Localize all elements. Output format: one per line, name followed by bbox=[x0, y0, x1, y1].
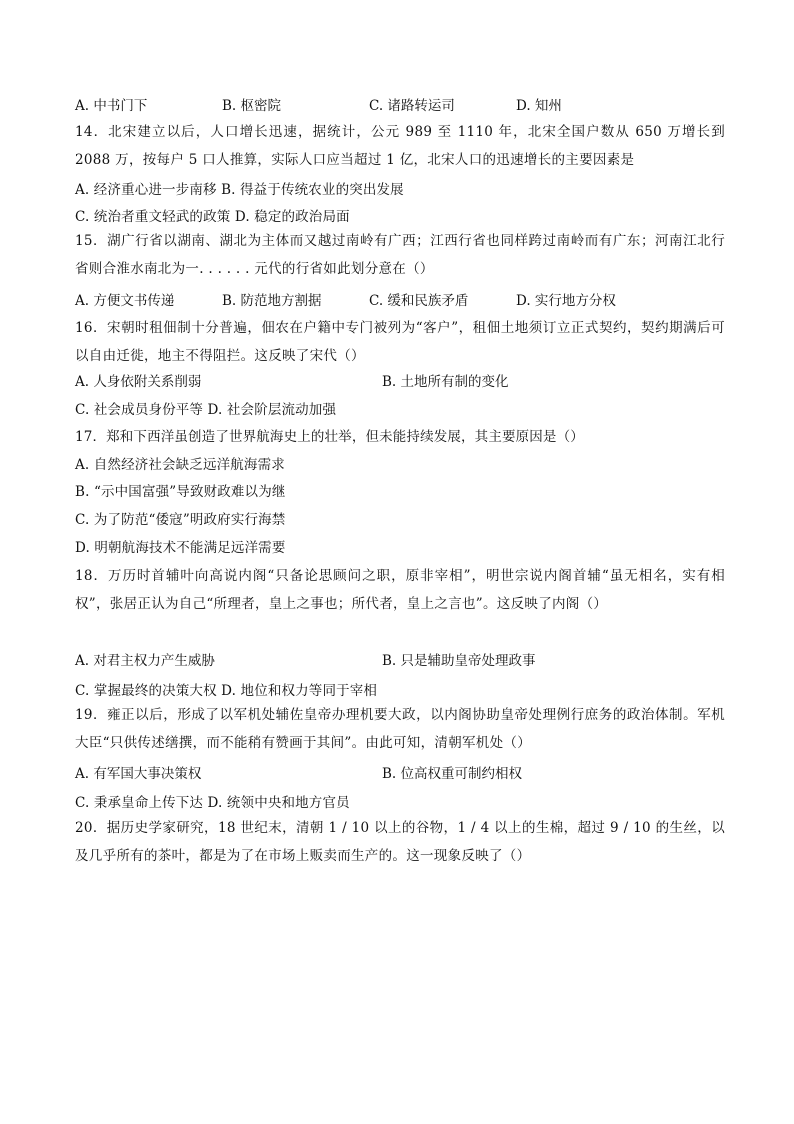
q16-options-cd[interactable]: C. 社会成员身份平等 D. 社会阶层流动加强 bbox=[75, 402, 337, 418]
q14-stem: 14．北宋建立以后，人口增长迅速，据统计，公元 989 至 1110 年，北宋全国户数从 650 万增长到 2088 万，按每户 5 口人推算，实际人口应当超过 1 亿，北宋人口的迅速增长的主要因素是 bbox=[75, 124, 725, 168]
q18-option-b[interactable]: B. 只是辅助皇帝处理政事 bbox=[382, 653, 536, 669]
q14-options-cd[interactable]: C. 统治者重文轻武的政策 D. 稳定的政治局面 bbox=[75, 209, 350, 225]
q20-stem: 20．据历史学家研究，18 世纪末，清朝 1 / 10 以上的谷物，1 / 4 以上的生棉，超过 9 / 10 的生丝，以及几乎所有的茶叶，都是为了在市场上贩卖而生产的。这一现象反映了（） bbox=[75, 820, 725, 864]
q18-option-a[interactable]: A. 对君主权力产生威胁 bbox=[75, 653, 215, 669]
q15-option-b[interactable]: B. 防范地方割据 bbox=[222, 293, 322, 309]
q18-options-cd[interactable]: C. 掌握最终的决策大权 D. 地位和权力等同于宰相 bbox=[75, 683, 378, 699]
q17-option-b[interactable]: B. “示中国富强”导致财政难以为继 bbox=[75, 484, 286, 500]
q17-stem: 17．郑和下西洋虽创造了世界航海史上的壮举，但未能持续发展，其主要原因是（） bbox=[75, 429, 584, 445]
q15-option-a[interactable]: A. 方便文书传递 bbox=[75, 293, 175, 309]
q16-option-b[interactable]: B. 土地所有制的变化 bbox=[382, 374, 509, 390]
q17-option-d[interactable]: D. 明朝航海技术不能满足远洋需要 bbox=[75, 540, 286, 556]
q18-stem: 18．万历时首辅叶向高说内阁“只备论思顾问之职，原非宰相”，明世宗说内阁首辅“虽无相名，实有相权”，张居正认为自己“所理者，皇上之事也；所代者，皇上之言也”。这反映了内阁（） bbox=[75, 568, 725, 612]
q17-option-a[interactable]: A. 自然经济社会缺乏远洋航海需求 bbox=[75, 457, 285, 473]
q15-stem: 15．湖广行省以湖南、湖北为主体而又越过南岭有广西；江西行省也同样跨过南岭而有广东；河南江北行省则合淮水南北为一. . . . . . 元代的行省如此划分意在（） bbox=[75, 233, 725, 277]
q19-stem: 19．雍正以后，形成了以军机处辅佐皇帝办理机要大政，以内阁协助皇帝处理例行庶务的政治体制。军机大臣“只供传述缮撰，而不能稍有赞画于其间”。由此可知，清朝军机处（） bbox=[75, 707, 725, 751]
q15-option-c[interactable]: C. 缓和民族矛盾 bbox=[369, 293, 469, 309]
q19-option-b[interactable]: B. 位高权重可制约相权 bbox=[382, 766, 523, 782]
q14-options-ab[interactable]: A. 经济重心进一步南移 B. 得益于传统农业的突出发展 bbox=[75, 182, 404, 198]
q13-option-a[interactable]: A. 中书门下 bbox=[75, 98, 148, 114]
q13-option-c[interactable]: C. 诸路转运司 bbox=[369, 98, 455, 114]
q15-option-d[interactable]: D. 实行地方分权 bbox=[516, 293, 616, 309]
q13-option-b[interactable]: B. 枢密院 bbox=[222, 98, 282, 114]
q16-stem: 16．宋朝时租佃制十分普遍，佃农在户籍中专门被列为“客户”，租佃土地须订立正式契约，契约期满后可以自由迁徙，地主不得阻拦。这反映了宋代（） bbox=[75, 320, 725, 364]
q19-options-cd[interactable]: C. 秉承皇命上传下达 D. 统领中央和地方官员 bbox=[75, 795, 350, 811]
q13-option-d[interactable]: D. 知州 bbox=[516, 98, 562, 114]
q17-option-c[interactable]: C. 为了防范“倭寇”明政府实行海禁 bbox=[75, 512, 286, 528]
q19-option-a[interactable]: A. 有军国大事决策权 bbox=[75, 766, 202, 782]
q16-option-a[interactable]: A. 人身依附关系削弱 bbox=[75, 374, 202, 390]
